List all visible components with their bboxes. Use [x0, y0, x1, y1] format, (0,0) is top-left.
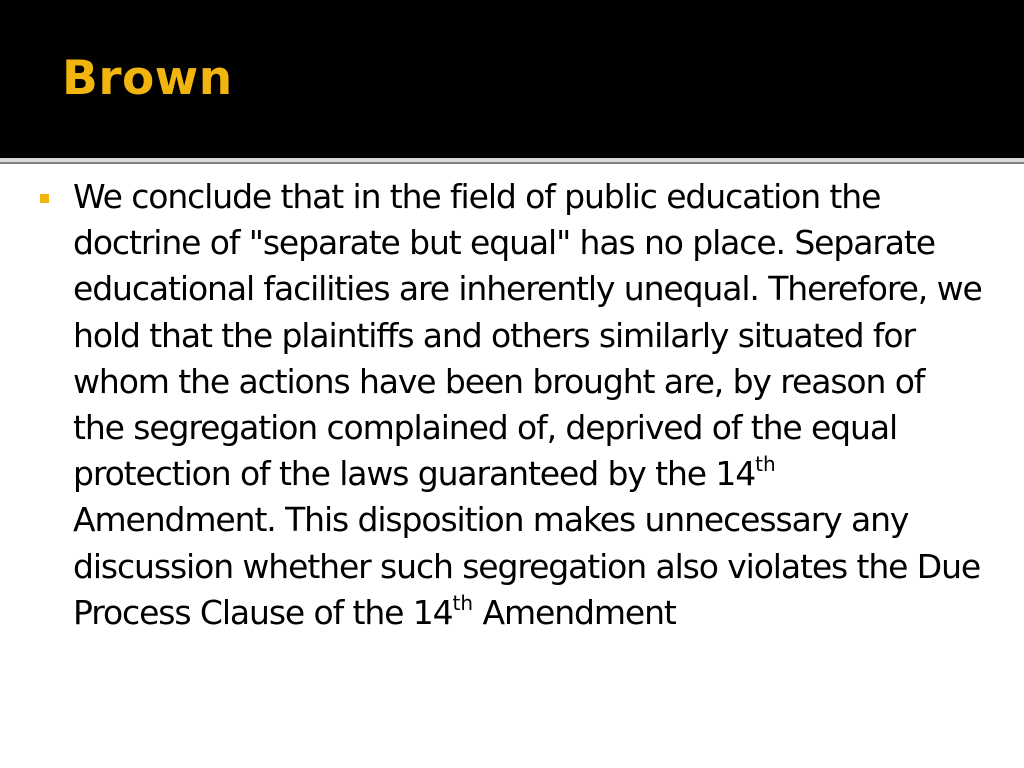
- bullet-text: [73, 174, 983, 636]
- square-bullet-icon: [40, 194, 49, 203]
- slide-title: Brown: [62, 51, 233, 106]
- bullet-text-part-1: We conclude that in the field of public education the doctrine of "separate but equal" has no place. Separate educational facilities are inherently unequal. Therefore, we hold that the plaintiffs and others similarly situated for whom the actions have been brought are, by reason of the segregation complained of, deprived of the equal protection of the laws guaranteed by the 14: [73, 177, 982, 494]
- bullet-text-part-3: Amendment: [473, 592, 676, 632]
- ordinal-suffix: th: [452, 590, 474, 615]
- ordinal-suffix: th: [755, 452, 776, 477]
- bullet-text-part-2: Amendment. This disposition makes unnecessary any discussion whether such segregation also violates the Due Process Clause of the 14: [73, 500, 981, 632]
- title-bar: [0, 0, 1024, 158]
- content-area: [0, 164, 1024, 768]
